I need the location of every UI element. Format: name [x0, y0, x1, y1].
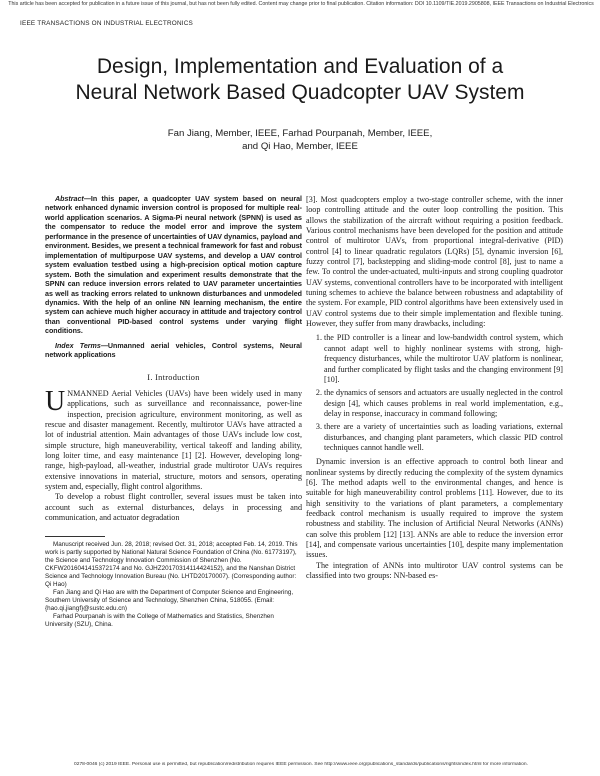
journal-header: IEEE TRANSACTIONS ON INDUSTRIAL ELECTRONICS: [20, 20, 194, 27]
right-paragraph-2: Dynamic inversion is an effective approach to control both linear and nonlinear systems by directly reducing the complexity of the system dynamics [6]. The method adapts well to the environmental changes, and hence is suitable for high maneuverability control problems [11]. However, due to its high sensitivity to the variations of plant parameters, a complementary feedback control mechanism is usually required to improve the system robustness and stability. The inclusion of Artificial Neural Networks (ANNs) can solve this problem [12] [13]. ANNs are able to reduce the inversion error [14], and compensate various uncertainties [10], despite many implementation issues.: [306, 457, 563, 560]
abstract: [45, 195, 302, 337]
right-paragraph-1: [3]. Most quadcopters employ a two-stage controller scheme, with the inner loop controlling attitude and the outer loop controlling the position. This allows the stabilization of the aircraft without requiring a position feedback. Various control mechanisms have been developed for the position and attitude control of multirotor UAVs, from proportional integral-derivative (PID) control [4] to linear quadratic regulators (LQRs) [5], dynamic inversion [6], fuzzy control [7], backstepping and sliding-mode control [8], just to name a few. To control the under-actuated, multi-inputs and strong coupling quadrotor UAV systems, conventional controllers have to be incorporated with intelligent tuning schemes to achieve the balance between robustness and adaptability of the system. For example, PID control algorithms have been extensively used in UAV control systems due to their simple implementation and flexible tuning. However, they suffer from many drawbacks, including:: [306, 195, 563, 329]
abstract-text: —In this paper, a quadcopter UAV system based on neural network enhanced dynamic inversion control is proposed for multiple real-world application scenarios. A Sigma-Pi neural network (SPNN) is used as the compensator to reduce the model error and improve the system performance in the presence of uncertainties of UAV dynamics, payload and environment. Besides, we present a technical framework for fast and robust implementation of multipurpose UAV systems, and develop a UAV control system evaluation testbed using a high-precision optical motion capture system. Both the simulation and experiment results demonstrate that the SPNN can reduce inversion errors related to UAV parameter uncertainties as well as tracking errors related to unknown disturbances and unmodeled dynamics. With the help of an online NN learning mechanism, the entire system can achieve much higher accuracy in attitude and trajectory control than conventional PID-based control systems under varying flight conditions.: [45, 195, 302, 336]
list-item: 2. the dynamics of sensors and actuators are usually neglected in the control design [4], which causes problems in real world implementation, e.g., delay in response, inaccuracy in command following;: [324, 388, 563, 419]
intro-paragraph-1-text: NMANNED Aerial Vehicles (UAVs) have been widely used in many applications, such as surveillance and reconnaissance, power-line inspection, precision agriculture, environment monitoring, as well as rescue and disaster management. Recently, multirotor UAVs have attracted a lot of industrial attention. Main advantages of those UAVs include low cost, simple structure, high maneuverability, vertical takeoff and landing ability, long loiter time, and easy maintenance [1] [2]. However, developing long-range, high-payload, all-weather, industrial grade multirotor UAVs requires extensive innovations in material, structure, motors and sensors, operating system and, especially, flight control algorithms.: [45, 389, 302, 492]
intro-paragraph-1: [45, 386, 302, 492]
copyright-notice-bottom: 0278-0046 (c) 2019 IEEE. Personal use is permitted, but republication/redistribution requires IEEE permission. See http://www.ieee.org/publications_standards/publications/rights/index.html for more information.: [74, 762, 528, 767]
index-terms-label: Index Terms: [55, 341, 101, 350]
list-item: 3. there are a variety of uncertainties such as loading variations, external disturbances, and changing plant parameters, which classic PID control techniques cannot handle well.: [324, 422, 563, 453]
abstract-label: Abstract: [55, 195, 84, 203]
author-list: [100, 128, 500, 153]
footnote-affiliation-1: Fan Jiang and Qi Hao are with the Department of Computer Science and Engineering, Southern University of Science and Technology, Shenzhen China, 518055. (Email: {hao.qi,jiangf}@sustc.edu.cn): [45, 589, 294, 613]
left-column: [45, 195, 302, 630]
footnote-affiliation-2: Farhad Pourpanah is with the College of Mathematics and Statistics, Shenzhen University (SZU), China.: [45, 613, 274, 629]
paper-title: [20, 54, 580, 106]
footnote-divider: [45, 536, 105, 537]
drawbacks-list: [306, 333, 563, 453]
authors-line-2: and Qi Hao, Member, IEEE: [242, 140, 358, 152]
intro-paragraph-2: To develop a robust flight controller, several issues must be taken into account such as external disturbances, delays in processing and communication, and actuator degradation: [45, 492, 302, 523]
right-paragraph-3: The integration of ANNs into multirotor UAV control systems can be classified into two groups: NN-based es-: [306, 560, 563, 581]
footnote-manuscript: Manuscript received Jun. 28, 2018; revised Oct. 31, 2018; accepted Feb. 14, 2019. This work is partly supported by National Natural Science Foundation of China (No. 61773197), the Science and Technology Innovation Commission of Shenzhen (No. CKFW2016041415372174 and No. GJHZ20170314114424152), and the Nanshan District Science and Technology Innovation Bureau (No. LHTD20170007). (Corresponding author: Qi Hao): [45, 540, 298, 588]
drop-cap: U: [45, 386, 66, 418]
list-item: 1. the PID controller is a linear and low-bandwidth control system, which cannot adapt well to highly nonlinear systems with strong, high-frequency disturbances, while the multirotor UAV platform is nonlinear, and further complicated by flight tasks and the changing environment [9] [10].: [324, 333, 563, 385]
index-terms-text: —Unmanned aerial vehicles, Control systems, Neural network applications: [45, 341, 302, 360]
index-terms: [45, 342, 302, 361]
authors-line-1: Fan Jiang, Member, IEEE, Farhad Pourpanah, Member, IEEE,: [167, 128, 433, 139]
section-heading-introduction: I. Introduction: [147, 372, 200, 382]
title-line-1: Design, Implementation and Evaluation of a: [96, 55, 504, 78]
right-column: [306, 195, 563, 581]
copyright-notice-top: This article has been accepted for publication in a future issue of this journal, but has not been fully edited. Content may change prior to final publication. Citation information: DOI 10.1109/TIE.2019.2905808, IEEE Transactions on Industrial Electronics: [8, 1, 594, 7]
title-line-2: Neural Network Based Quadcopter UAV System: [75, 81, 525, 104]
